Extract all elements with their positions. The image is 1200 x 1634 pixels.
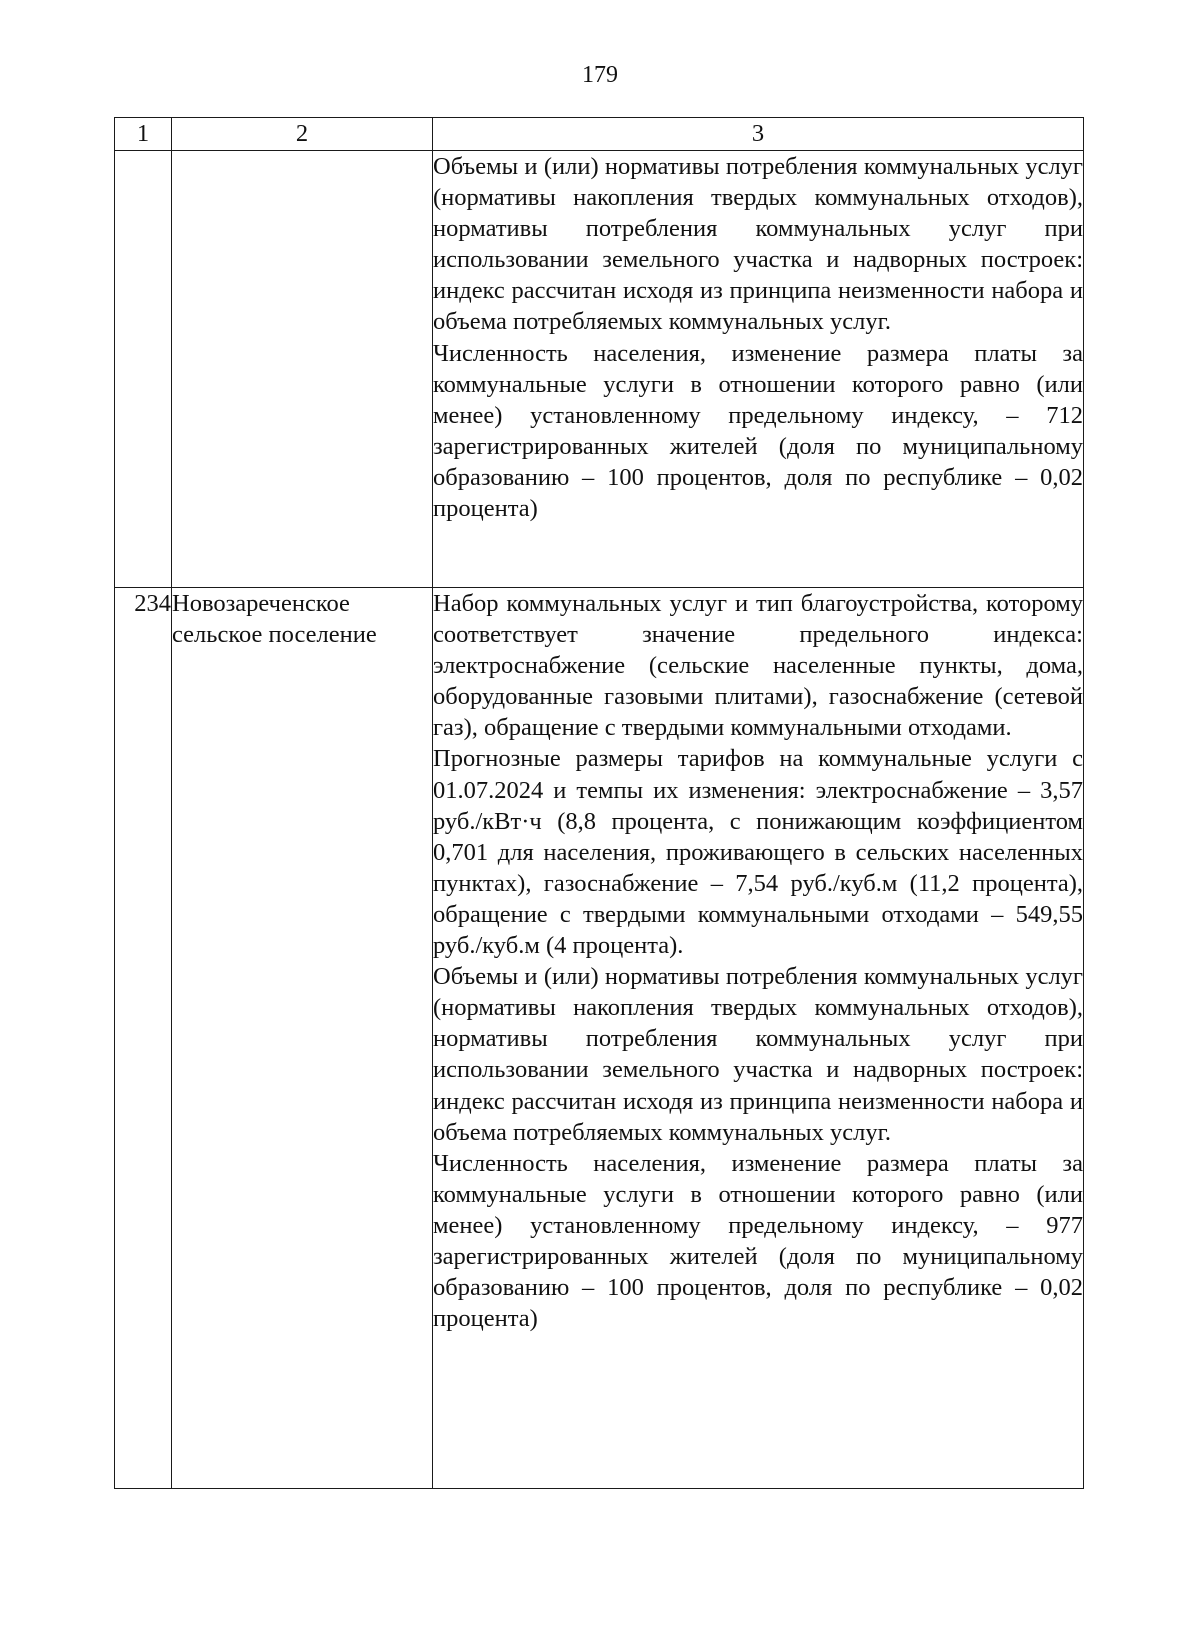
column-header-3: 3 [433, 118, 1084, 151]
description-paragraph: Набор коммунальных услуг и тип благоустройства, которому соответствует значение предельного индекса: электроснабжение (сельские населенные пункты, дома, оборудованные газовыми плитами), газоснабжение (сетевой газ), обращение с твердыми коммунальными отходами. [433, 590, 1083, 742]
description-paragraph: Объемы и (или) нормативы потребления коммунальных услуг (нормативы накопления твердых коммунальных отходов), нормативы потребления коммунальных услуг при использовании земельного участка и надворных построек: индекс рассчитан исходя из принципа неизменности набора и объема потребляемых коммунальных услуг. [433, 153, 1083, 336]
settlement-name-text: Новозареченское сельское поселение [172, 590, 377, 649]
page-number: 179 [582, 62, 618, 88]
tariff-index-table [114, 117, 1084, 1489]
description-paragraph: Прогнозные размеры тарифов на коммунальные услуги с 01.07.2024 и темпы их изменения: электроснабжение – 3,57 руб./кВт·ч (8,8 процента, с понижающим коэффициентом 0,701 для населения, проживающего в сельских населенных пунктах), газоснабжение – 7,54 руб./куб.м (11,2 процента), обращение с твердыми коммунальными отходами – 549,55 руб./куб.м (4 процента). [433, 745, 1083, 960]
row-description [433, 151, 1084, 588]
row-number: 234 [115, 588, 172, 1489]
description-paragraph: Объемы и (или) нормативы потребления коммунальных услуг (нормативы накопления твердых коммунальных отходов), нормативы потребления коммунальных услуг при использовании земельного участка и надворных построек: индекс рассчитан исходя из принципа неизменности набора и объема потребляемых коммунальных услуг. [433, 963, 1083, 1146]
column-header-1: 1 [115, 118, 172, 151]
table-row [115, 588, 1084, 1489]
description-paragraph: Численность населения, изменение размера платы за коммунальные услуги в отношении которого равно (или менее) установленному предельному индексу, – 712 зарегистрированных жителей (доля по муниципальному образованию – 100 процентов, доля по республике – 0,02 процента) [433, 339, 1083, 523]
description-paragraph: Численность населения, изменение размера платы за коммунальные услуги в отношении которого равно (или менее) установленному предельному индексу, – 977 зарегистрированных жителей (доля по муниципальному образованию – 100 процентов, доля по республике – 0,02 процента) [433, 1149, 1083, 1333]
table-header-row [115, 118, 1084, 151]
settlement-name [172, 588, 433, 1489]
column-header-2: 2 [172, 118, 433, 151]
table-row [115, 151, 1084, 588]
row-number [115, 151, 172, 588]
settlement-name [172, 151, 433, 588]
row-description [433, 588, 1084, 1489]
